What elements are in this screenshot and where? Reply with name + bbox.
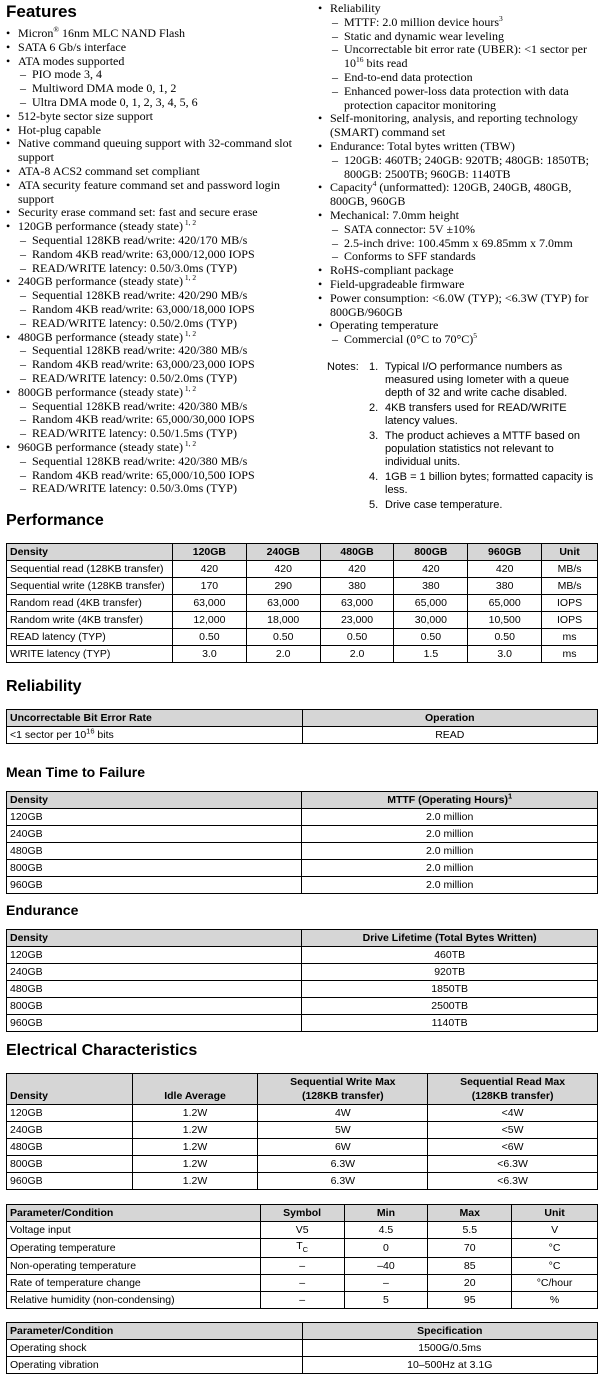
table-cell: <6.3W (428, 1173, 598, 1190)
feature-item: – Ultra DMA mode 0, 1, 2, 3, 4, 5, 6 (6, 96, 306, 110)
note-text: Typical I/O performance numbers as measured using Iometer with a queue depth of 32 and write cache disabled. (385, 361, 570, 399)
table-cell: 120GB (7, 1105, 133, 1122)
table-cell: <6W (428, 1139, 598, 1156)
table-row (7, 1015, 598, 1032)
table-cell: 0.50 (394, 629, 468, 646)
note-number: 5. (369, 499, 379, 511)
note-text: 1GB = 1 billion bytes; formatted capacity is less. (385, 471, 594, 496)
table-cell: % (512, 1292, 598, 1309)
parameter-header-cell: Parameter/Condition (7, 1205, 261, 1222)
table-row (7, 1173, 598, 1190)
feature-item: • Field-upgradeable firmware (318, 278, 600, 292)
performance-header-cell: 800GB (394, 544, 468, 561)
table-cell: 1.2W (132, 1156, 258, 1173)
table-cell: Sequential write (128KB transfer) (7, 578, 173, 595)
feature-item: – Random 4KB read/write: 63,000/12,000 IOPS (6, 248, 306, 262)
performance-table (6, 543, 598, 663)
table-cell: 5.5 (428, 1222, 512, 1239)
note-text: The product achieves a MTTF based on population statistics not relevant to individual units. (385, 430, 581, 468)
table-cell: 6.3W (258, 1173, 428, 1190)
table-row (7, 877, 598, 894)
table-cell: 63,000 (246, 595, 320, 612)
note-text: 4KB transfers used for READ/WRITE latency values. (385, 402, 567, 427)
table-row (7, 1222, 598, 1239)
table-cell: Random read (4KB transfer) (7, 595, 173, 612)
table-cell: 3.0 (468, 646, 542, 663)
notes-label: Notes: (327, 361, 359, 373)
table-cell: <5W (428, 1122, 598, 1139)
table-row (7, 1340, 598, 1357)
performance-header-cell: Density (7, 544, 173, 561)
table-cell: 2.0 million (302, 826, 598, 843)
table-row (7, 947, 598, 964)
notes (327, 361, 597, 514)
mttf-header-hours: MTTF (Operating Hours)$^1$ (302, 792, 598, 809)
table-cell: 1.2W (132, 1122, 258, 1139)
table-row (7, 1122, 598, 1139)
table-cell: 23,000 (320, 612, 394, 629)
table-cell: 85 (428, 1258, 512, 1275)
table-cell: Random write (4KB transfer) (7, 612, 173, 629)
table-cell: 120GB (7, 809, 302, 826)
table-cell: Voltage input (7, 1222, 261, 1239)
feature-item: – READ/WRITE latency: 0.50/2.0ms (TYP) (6, 372, 306, 386)
feature-item: • 480GB performance (steady state) $^{1, 2}$ (6, 331, 306, 345)
table-cell: 960GB (7, 877, 302, 894)
power-header-idle: Idle Average (132, 1074, 258, 1105)
feature-item: • Capacity$^4$ (unformatted): 120GB, 240GB, 480GB, 800GB, 960GB (318, 181, 600, 209)
feature-item: – Commercial (0°C to 70°C)$^5$ (318, 333, 600, 347)
feature-item: • Power consumption: <6.0W (TYP); <6.3W (TYP) for 800GB/960GB (318, 292, 600, 320)
table-cell: 480GB (7, 843, 302, 860)
feature-item: – Random 4KB read/write: 65,000/10,500 IOPS (6, 469, 306, 483)
parameter-header-cell: Min (344, 1205, 428, 1222)
note-item (327, 471, 597, 497)
table-cell: 70 (428, 1239, 512, 1258)
table-cell: 2.0 million (302, 809, 598, 826)
feature-item: – Sequential 128KB read/write: 420/170 MB/s (6, 234, 306, 248)
table-cell: ms (542, 629, 598, 646)
table-cell: 65,000 (394, 595, 468, 612)
table-cell: 920TB (302, 964, 598, 981)
symbol-cell: $T_C$ (260, 1239, 344, 1258)
table-row (7, 727, 598, 744)
uber-value: <1 sector per $10^{16}$ bits (7, 727, 303, 744)
table-cell: 10,500 (468, 612, 542, 629)
feature-item: – Random 4KB read/write: 63,000/23,000 IOPS (6, 358, 306, 372)
reliability-header-operation: Operation (302, 710, 597, 727)
symbol-cell: – (260, 1258, 344, 1275)
table-cell: 6W (258, 1139, 428, 1156)
table-cell: 1.2W (132, 1139, 258, 1156)
table-cell: 2.0 (320, 646, 394, 663)
performance-header-cell: Unit (542, 544, 598, 561)
performance-header-cell: 240GB (246, 544, 320, 561)
symbol-cell: V5 (260, 1222, 344, 1239)
feature-item: • 512-byte sector size support (6, 110, 306, 124)
electrical-title: Electrical Characteristics (6, 1042, 198, 1059)
endurance-header-density: Density (7, 930, 302, 947)
table-row (7, 1105, 598, 1122)
table-cell: 1850TB (302, 981, 598, 998)
table-cell: –40 (344, 1258, 428, 1275)
table-cell: 95 (428, 1292, 512, 1309)
table-cell: Relative humidity (non-condensing) (7, 1292, 261, 1309)
table-cell: 0.50 (320, 629, 394, 646)
table-cell: <4W (428, 1105, 598, 1122)
table-cell: 18,000 (246, 612, 320, 629)
table-cell: 380 (320, 578, 394, 595)
table-cell: Operating vibration (7, 1357, 303, 1374)
table-cell: 420 (394, 561, 468, 578)
feature-item: • 800GB performance (steady state) $^{1, 2}$ (6, 386, 306, 400)
table-cell: 380 (394, 578, 468, 595)
table-cell: 1140TB (302, 1015, 598, 1032)
spec-header-parameter: Parameter/Condition (7, 1323, 303, 1340)
table-cell: 480GB (7, 1139, 133, 1156)
power-header-read: Sequential Read Max (128KB transfer) (428, 1074, 598, 1105)
table-cell: 0.50 (172, 629, 246, 646)
feature-item: • Security erase command set: fast and secure erase (6, 206, 306, 220)
table-cell: °C (512, 1239, 598, 1258)
table-cell: 290 (246, 578, 320, 595)
endurance-title: Endurance (6, 902, 79, 918)
parameter-header-cell: Symbol (260, 1205, 344, 1222)
table-cell: IOPS (542, 595, 598, 612)
parameter-header-cell: Max (428, 1205, 512, 1222)
note-number: 1. (369, 361, 379, 373)
table-cell: 5 (344, 1292, 428, 1309)
note-number: 2. (369, 402, 379, 414)
feature-item: – Sequential 128KB read/write: 420/380 MB/s (6, 400, 306, 414)
features-list-right (318, 2, 600, 347)
note-number: 3. (369, 430, 379, 442)
table-row (7, 843, 598, 860)
table-cell: 2.0 million (302, 843, 598, 860)
feature-item: • RoHS-compliant package (318, 264, 600, 278)
feature-item: • 240GB performance (steady state) $^{1, 2}$ (6, 275, 306, 289)
feature-item: – READ/WRITE latency: 0.50/3.0ms (TYP) (6, 262, 306, 276)
table-row (7, 629, 598, 646)
table-cell: 240GB (7, 826, 302, 843)
table-cell: Operating shock (7, 1340, 303, 1357)
feature-item: – READ/WRITE latency: 0.50/3.0ms (TYP) (6, 482, 306, 496)
note-item (327, 361, 597, 400)
power-table (6, 1073, 598, 1190)
table-cell: 800GB (7, 998, 302, 1015)
table-cell: 65,000 (468, 595, 542, 612)
endurance-header-lifetime: Drive Lifetime (Total Bytes Written) (302, 930, 598, 947)
table-row (7, 1292, 598, 1309)
symbol-cell: – (260, 1292, 344, 1309)
performance-header-cell: 120GB (172, 544, 246, 561)
power-header-density: Density (7, 1074, 133, 1105)
table-cell: 960GB (7, 1173, 133, 1190)
feature-item: – READ/WRITE latency: 0.50/2.0ms (TYP) (6, 317, 306, 331)
feature-item: – End-to-end data protection (318, 71, 600, 85)
table-cell: 6.3W (258, 1156, 428, 1173)
table-row (7, 1275, 598, 1292)
feature-item: • Self-monitoring, analysis, and reporting technology (SMART) command set (318, 112, 600, 140)
features-title: Features (6, 2, 77, 21)
table-cell: 420 (246, 561, 320, 578)
feature-item: • SATA 6 Gb/s interface (6, 41, 306, 55)
feature-item: – Enhanced power-loss data protection with data protection capacitor monitoring (318, 85, 600, 113)
performance-header-cell: 960GB (468, 544, 542, 561)
table-row (7, 1156, 598, 1173)
table-cell: 1.2W (132, 1105, 258, 1122)
note-item (327, 430, 597, 469)
table-cell: 2.0 million (302, 877, 598, 894)
table-cell: °C/hour (512, 1275, 598, 1292)
table-row (7, 612, 598, 629)
table-cell: 380 (468, 578, 542, 595)
table-cell: 800GB (7, 1156, 133, 1173)
table-cell: 10–500Hz at 3.1G (302, 1357, 597, 1374)
table-cell: 800GB (7, 860, 302, 877)
table-cell: 4W (258, 1105, 428, 1122)
table-row (7, 1258, 598, 1275)
features-list-left (6, 27, 306, 496)
feature-item: • Native command queuing support with 32-command slot support (6, 137, 306, 165)
note-item (327, 402, 597, 428)
table-cell: 240GB (7, 1122, 133, 1139)
feature-item: • ATA modes supported (6, 55, 306, 69)
feature-item: • ATA-8 ACS2 command set compliant (6, 165, 306, 179)
table-row (7, 1139, 598, 1156)
table-row (7, 646, 598, 663)
table-cell: 480GB (7, 981, 302, 998)
parameter-table (6, 1204, 598, 1309)
feature-item: • 960GB performance (steady state) $^{1, 2}$ (6, 441, 306, 455)
table-cell: MB/s (542, 578, 598, 595)
feature-item: – Uncorrectable bit error rate (UBER): <1 sector per $10^{16}$ bits read (318, 43, 600, 71)
feature-item: – Random 4KB read/write: 65,000/30,000 IOPS (6, 413, 306, 427)
feature-item: • Operating temperature (318, 319, 600, 333)
table-cell: 63,000 (172, 595, 246, 612)
feature-item: • Micron® 16nm MLC NAND Flash (6, 27, 306, 41)
mttf-header-density: Density (7, 792, 302, 809)
table-cell: <6.3W (428, 1156, 598, 1173)
feature-item: – Sequential 128KB read/write: 420/290 MB/s (6, 289, 306, 303)
feature-item: – 120GB: 460TB; 240GB: 920TB; 480GB: 1850TB; 800GB: 2500TB; 960GB: 1140TB (318, 154, 600, 182)
table-cell: V (512, 1222, 598, 1239)
feature-item: – MTTF: 2.0 million device hours$^3$ (318, 16, 600, 30)
table-cell: 5W (258, 1122, 428, 1139)
feature-item: • 120GB performance (steady state) $^{1, 2}$ (6, 220, 306, 234)
performance-title: Performance (6, 512, 104, 529)
table-row (7, 964, 598, 981)
table-cell: Non-operating temperature (7, 1258, 261, 1275)
table-row (7, 998, 598, 1015)
feature-item: • ATA security feature command set and password login support (6, 179, 306, 207)
feature-item: • Endurance: Total bytes written (TBW) (318, 140, 600, 154)
parameter-header-cell: Unit (512, 1205, 598, 1222)
feature-item: – Conforms to SFF standards (318, 250, 600, 264)
power-header-write: Sequential Write Max (128KB transfer) (258, 1074, 428, 1105)
spec-table (6, 1322, 598, 1374)
table-cell: Operating temperature (7, 1239, 261, 1258)
mttf-title: Mean Time to Failure (6, 764, 145, 780)
table-row (7, 578, 598, 595)
table-cell: 30,000 (394, 612, 468, 629)
note-number: 4. (369, 471, 379, 483)
table-cell: °C (512, 1258, 598, 1275)
table-cell: READ latency (TYP) (7, 629, 173, 646)
note-item (327, 499, 597, 512)
symbol-cell: – (260, 1275, 344, 1292)
notes-list (327, 361, 597, 512)
table-cell: 170 (172, 578, 246, 595)
table-cell: ms (542, 646, 598, 663)
table-row (7, 1357, 598, 1374)
table-cell: 4.5 (344, 1222, 428, 1239)
feature-item: • Mechanical: 7.0mm height (318, 209, 600, 223)
table-cell: 0 (344, 1239, 428, 1258)
note-text: Drive case temperature. (385, 499, 503, 511)
reliability-header-uber: Uncorrectable Bit Error Rate (7, 710, 303, 727)
table-cell: 0.50 (468, 629, 542, 646)
feature-item: – SATA connector: 5V ±10% (318, 223, 600, 237)
table-cell: WRITE latency (TYP) (7, 646, 173, 663)
performance-header-cell: 480GB (320, 544, 394, 561)
feature-item: – 2.5-inch drive: 100.45mm x 69.85mm x 7.0mm (318, 237, 600, 251)
table-cell: 420 (320, 561, 394, 578)
table-cell: 3.0 (172, 646, 246, 663)
table-cell: 2500TB (302, 998, 598, 1015)
feature-item: – PIO mode 3, 4 (6, 68, 306, 82)
table-cell: 120GB (7, 947, 302, 964)
table-row (7, 809, 598, 826)
spec-header-specification: Specification (302, 1323, 597, 1340)
feature-item: – Sequential 128KB read/write: 420/380 MB/s (6, 344, 306, 358)
table-cell: 1.2W (132, 1173, 258, 1190)
table-cell: 1500G/0.5ms (302, 1340, 597, 1357)
table-row (7, 860, 598, 877)
table-cell: Rate of temperature change (7, 1275, 261, 1292)
operation-value: READ (302, 727, 597, 744)
table-cell: MB/s (542, 561, 598, 578)
table-cell: 1.5 (394, 646, 468, 663)
table-cell: 960GB (7, 1015, 302, 1032)
table-cell: – (344, 1275, 428, 1292)
table-cell: 460TB (302, 947, 598, 964)
feature-item: – READ/WRITE latency: 0.50/1.5ms (TYP) (6, 427, 306, 441)
table-row (7, 561, 598, 578)
table-row (7, 595, 598, 612)
table-cell: 2.0 (246, 646, 320, 663)
table-cell: 420 (172, 561, 246, 578)
table-row (7, 826, 598, 843)
table-row (7, 981, 598, 998)
feature-item: • Hot-plug capable (6, 124, 306, 138)
reliability-table (6, 709, 598, 744)
feature-item: – Multiword DMA mode 0, 1, 2 (6, 82, 306, 96)
table-cell: Sequential read (128KB transfer) (7, 561, 173, 578)
table-row (7, 1239, 598, 1258)
table-cell: 420 (468, 561, 542, 578)
table-cell: IOPS (542, 612, 598, 629)
table-cell: 2.0 million (302, 860, 598, 877)
mttf-table (6, 791, 598, 894)
table-cell: 0.50 (246, 629, 320, 646)
table-cell: 240GB (7, 964, 302, 981)
table-cell: 20 (428, 1275, 512, 1292)
feature-item: – Sequential 128KB read/write: 420/380 MB/s (6, 455, 306, 469)
endurance-table (6, 929, 598, 1032)
table-cell: 63,000 (320, 595, 394, 612)
feature-item: • Reliability (318, 2, 600, 16)
feature-item: – Random 4KB read/write: 63,000/18,000 IOPS (6, 303, 306, 317)
table-cell: 12,000 (172, 612, 246, 629)
reliability-title: Reliability (6, 678, 82, 695)
feature-item: – Static and dynamic wear leveling (318, 30, 600, 44)
